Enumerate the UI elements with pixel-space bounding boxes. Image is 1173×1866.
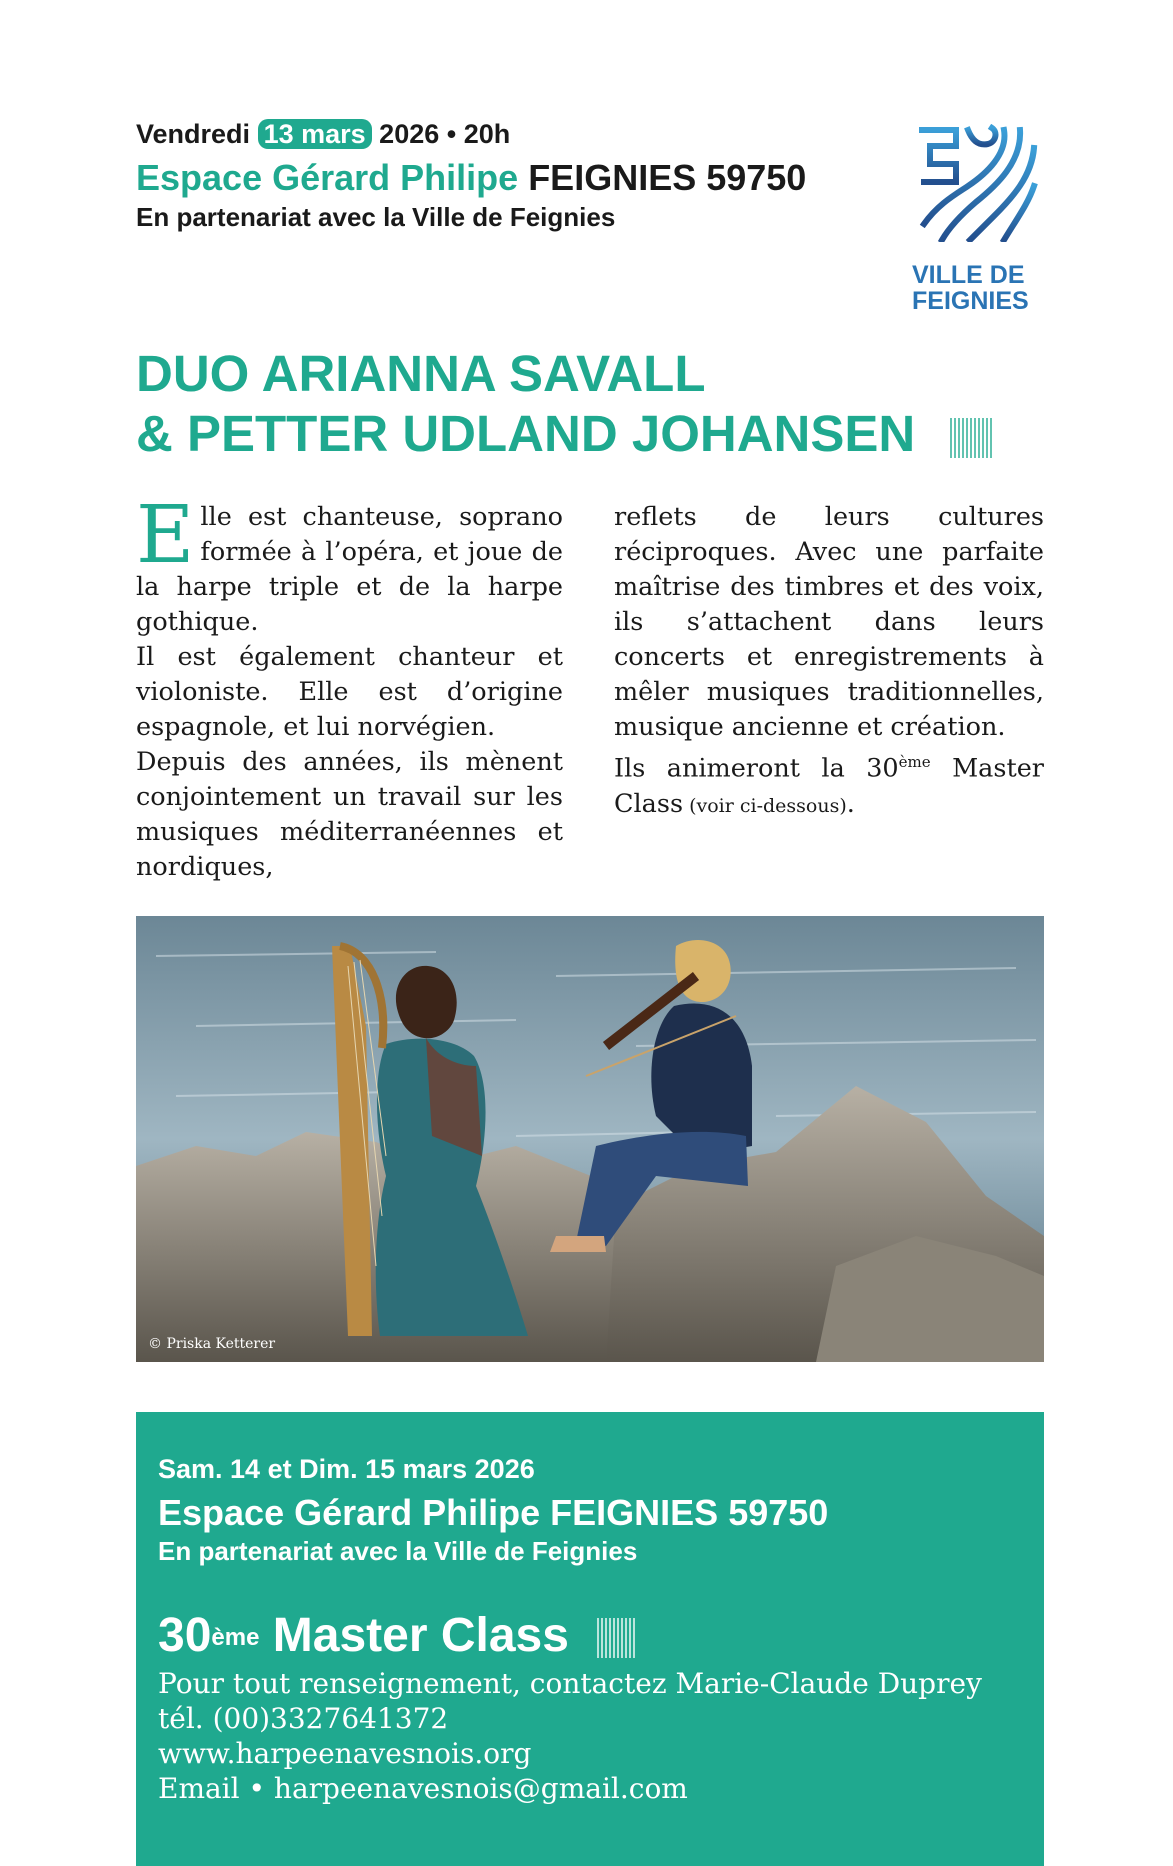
masterclass-title [158,1608,636,1664]
body-column-left [136,488,563,885]
ville-de-feignies-logo-icon [912,124,1044,242]
contact-website-link[interactable]: www.harpeenavesnois.org [158,1737,532,1770]
paragraph-violin: Il est également chanteur et violoniste. Elle est d’origine espagnole, et lui norvégien. [136,642,563,742]
masterclass-box [136,1412,1044,1866]
decorative-bars-icon [949,418,993,458]
paragraph-work: Depuis des années, ils mènent conjointement un travail sur les musiques méditerranéennes et nordiques, [136,747,563,882]
title-line1: DUO ARIANNA SAVALL [136,345,706,402]
decorative-bars-icon [596,1618,636,1658]
event-partnership: En partenariat avec la Ville de Feignies [136,202,616,232]
event-venue: Espace Gérard Philipe [136,157,519,198]
mc-sup: ème [898,753,931,771]
event-city: FEIGNIES 59750 [528,157,807,198]
event-date-line [136,116,510,152]
title-line2 [136,404,993,464]
duo-photo-illustration [136,916,1044,1362]
paragraph-intro [136,488,563,640]
logo-text [912,262,1052,314]
contact-block [158,1666,982,1806]
mc-small: (voir ci-dessous) [683,794,847,817]
masterclass-title-sup: ème [211,1624,260,1651]
masterclass-title-rest: Master Class [259,1609,569,1662]
event-year-time: 2026 • 20h [379,119,511,149]
body-column-right [614,500,1044,824]
masterclass-dates: Sam. 14 et Dim. 15 mars 2026 [158,1454,535,1484]
mc-text-a: Ils animeront la 30 [614,753,899,784]
masterclass-title-num: 30 [158,1609,212,1662]
mc-text-b: Master Class [614,753,1044,819]
drop-cap: E [136,488,195,581]
contact-email-link[interactable]: Email • harpeenavesnois@gmail.com [158,1772,688,1805]
duo-photo [136,916,1044,1362]
paragraph-masterclass [614,745,1044,824]
logo-text-line2: FEIGNIES [912,287,1029,315]
logo-text-line1: VILLE DE [912,261,1025,289]
event-venue-line [136,156,806,200]
mc-end: . [846,788,855,819]
event-day: Vendredi [136,119,251,149]
date-badge: 13 mars [258,119,372,149]
title-line2-text: & PETTER UDLAND JOHANSEN [136,405,916,462]
contact-line: Pour tout renseignement, contactez Marie-Claude Duprey [158,1667,982,1700]
masterclass-partnership: En partenariat avec la Ville de Feignies [158,1536,638,1566]
paragraph-cultures: reflets de leurs cultures réciproques. Avec une parfaite maîtrise des timbres et des voix, ils s’attachent dans leurs concerts et enregistrements à mêler musiques traditionnelles, musique ancienne et création. [614,502,1044,742]
masterclass-venue: Espace Gérard Philipe FEIGNIES 59750 [158,1492,829,1533]
paragraph-intro-text: lle est chanteuse, soprano formée à l’opéra, et joue de la harpe triple et de la harpe gothique. [136,502,563,637]
photo-credit: © Priska Ketterer [148,1336,276,1352]
concert-title [136,344,993,464]
contact-phone[interactable]: tél. (00)3327641372 [158,1702,449,1735]
